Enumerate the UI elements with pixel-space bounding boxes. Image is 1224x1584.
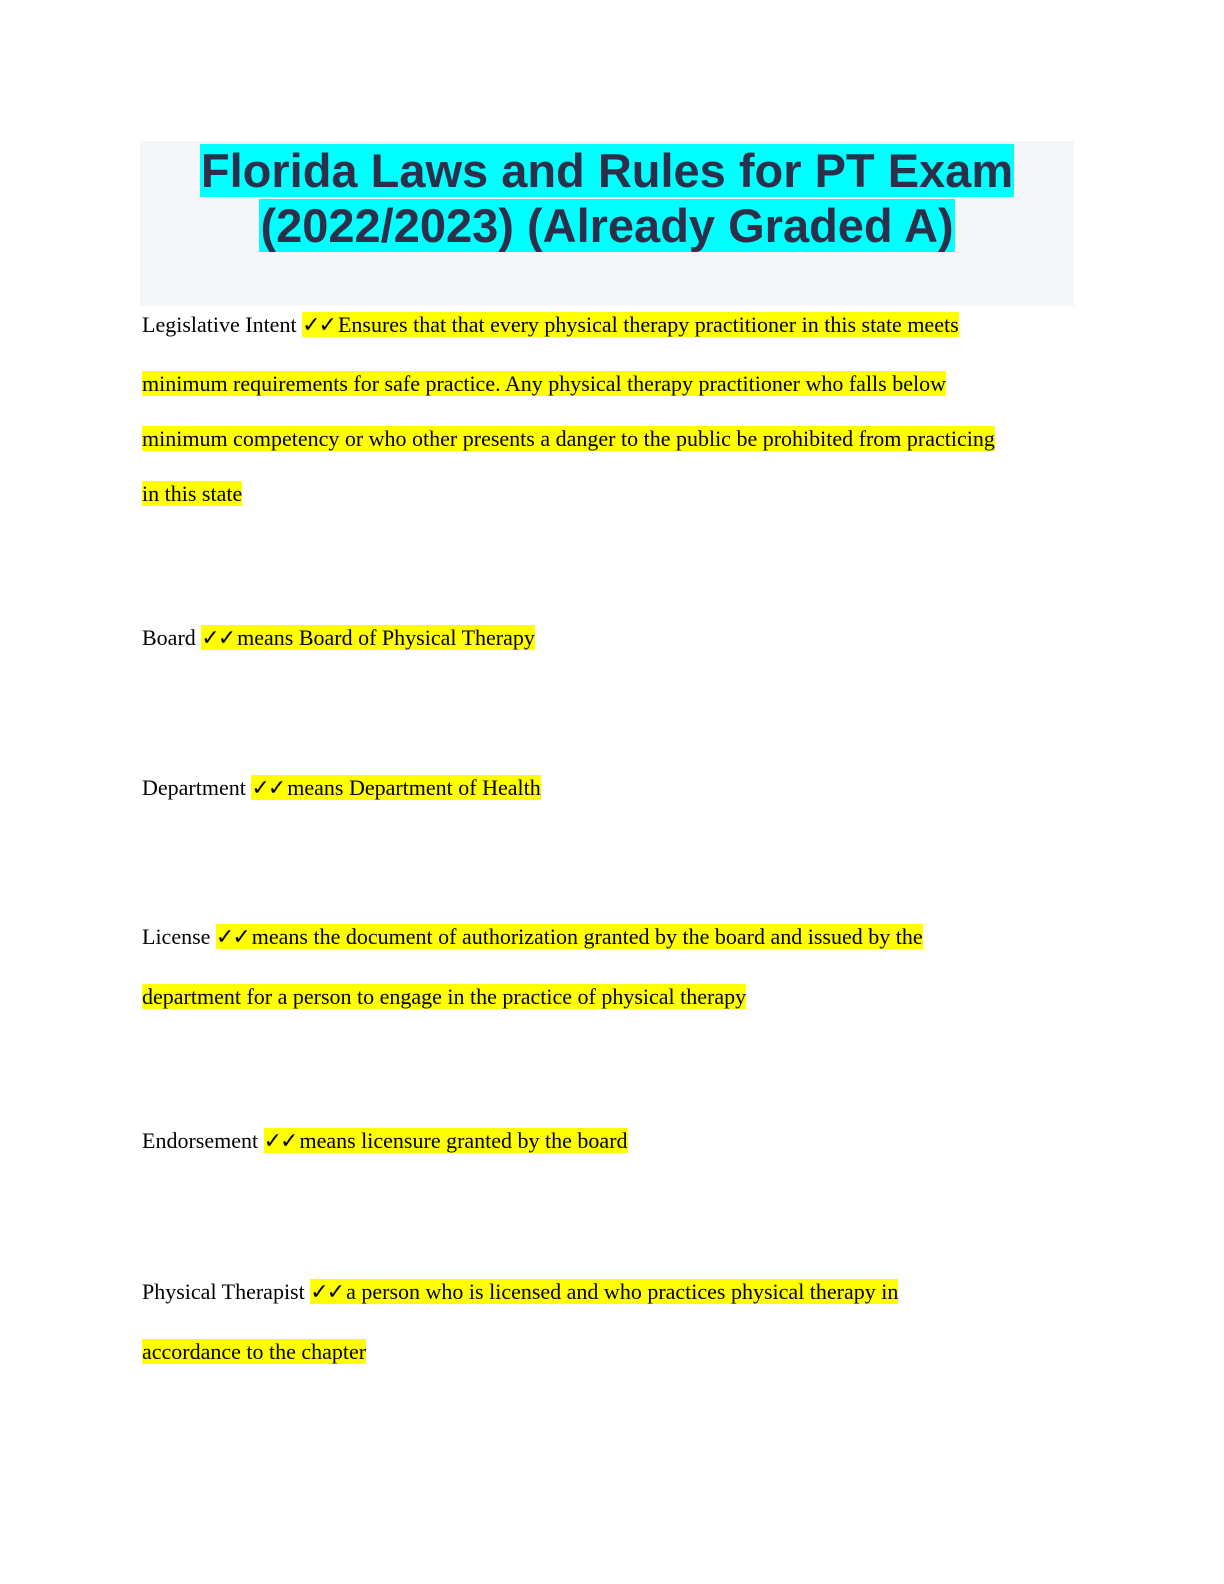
double-check-icon: ✓✓ [310,1280,344,1305]
definition-line: means licensure granted by the board [299,1128,628,1153]
double-check-icon: ✓✓ [215,925,249,950]
definition-line: Ensures that that every physical therapy practitioner in this state meets [337,312,959,337]
entry-legislative-intent [142,310,1082,509]
definition-line: means the document of authorization granted by the board and issued by the [251,924,923,949]
entry-endorsement [142,1126,1082,1157]
entry-board [142,623,1082,654]
definition-line: means Department of Health [287,775,541,800]
term: Department [142,775,246,800]
definition-line: minimum requirements for safe practice. Any physical therapy practitioner who falls below [142,371,946,396]
definition-line: means Board of Physical Therapy [237,625,535,650]
term: Endorsement [142,1128,259,1153]
entry-license [142,922,1082,1012]
double-check-icon: ✓✓ [201,626,235,651]
title-block [140,141,1074,306]
term: License [142,924,211,949]
entry-physical-therapist [142,1277,1082,1367]
term: Board [142,625,196,650]
double-check-icon: ✓✓ [251,776,285,801]
definition-line: minimum competency or who other presents a danger to the public be prohibited from practicing [142,426,995,451]
entry-department [142,773,1082,804]
term: Physical Therapist [142,1279,305,1304]
term: Legislative Intent [142,312,297,337]
definition-line: a person who is licensed and who practices physical therapy in [346,1279,899,1304]
title-line-1: Florida Laws and Rules for PT Exam [200,144,1014,197]
title-line-2: (2022/2023) (Already Graded A) [260,199,954,252]
double-check-icon: ✓✓ [263,1129,297,1154]
double-check-icon: ✓✓ [302,313,335,338]
definition-line: accordance to the chapter [142,1339,367,1364]
definition-line: department for a person to engage in the practice of physical therapy [142,984,747,1009]
document-title [140,141,1074,253]
definition-line: in this state [142,481,243,506]
